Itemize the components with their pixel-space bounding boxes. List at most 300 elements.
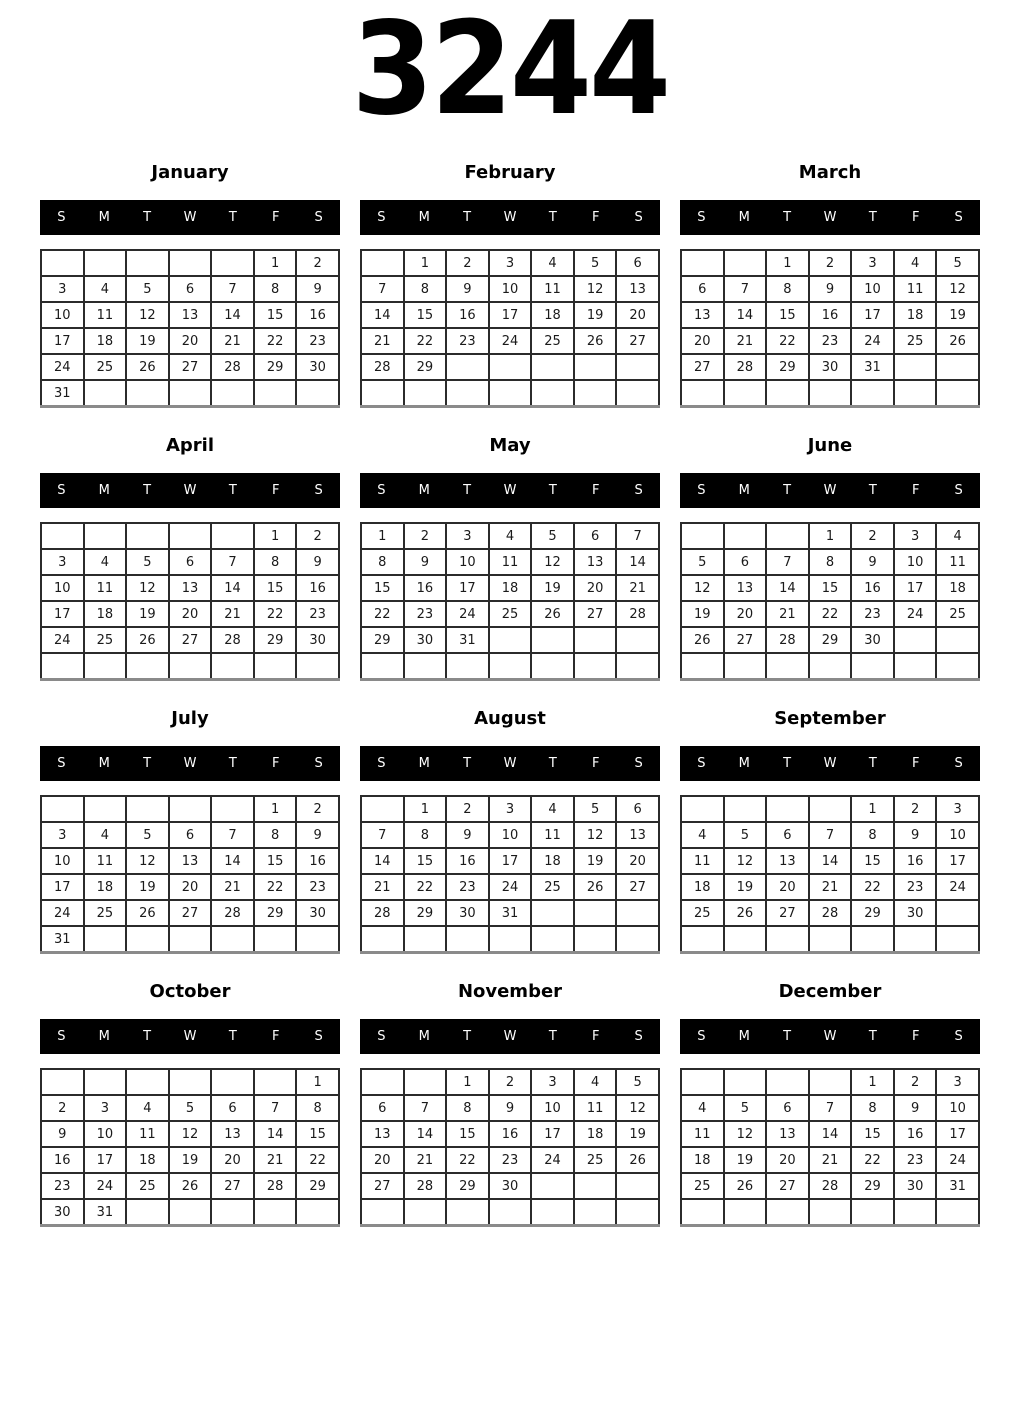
- calendar-week-row: [361, 1147, 659, 1173]
- day-cell: 28: [211, 627, 254, 653]
- weekday-label: S: [634, 1029, 643, 1044]
- day-cell: [489, 926, 532, 953]
- calendar-week-row: [41, 276, 339, 302]
- day-cell: 14: [724, 302, 767, 328]
- day-cell: 22: [361, 601, 404, 627]
- day-cell: 4: [489, 523, 532, 549]
- weekday-header: [40, 473, 340, 508]
- day-cell: [41, 523, 84, 549]
- day-cell: 28: [616, 601, 659, 627]
- day-cell: 29: [446, 1173, 489, 1199]
- day-cell: 8: [361, 549, 404, 575]
- day-cell: 24: [936, 874, 979, 900]
- day-cell: 28: [724, 354, 767, 380]
- day-cell: 16: [446, 848, 489, 874]
- day-cell: 14: [404, 1121, 447, 1147]
- month-title: November: [457, 981, 563, 1002]
- day-cell: 24: [446, 601, 489, 627]
- day-cell: 4: [84, 276, 127, 302]
- day-cell: 6: [766, 822, 809, 848]
- day-cell: [211, 380, 254, 407]
- calendar-week-row: [361, 1121, 659, 1147]
- day-cell: 4: [681, 822, 724, 848]
- calendar-week-row: [361, 900, 659, 926]
- day-cell: 17: [446, 575, 489, 601]
- day-cell: 12: [574, 822, 617, 848]
- weekday-label: S: [377, 210, 386, 225]
- weekday-label: F: [271, 756, 280, 771]
- day-cell: 15: [361, 575, 404, 601]
- day-cell: 11: [681, 848, 724, 874]
- day-cell: [211, 250, 254, 276]
- day-cell: [851, 926, 894, 953]
- day-cell: 18: [681, 874, 724, 900]
- day-cell: 16: [489, 1121, 532, 1147]
- calendar-week-row: [41, 380, 339, 407]
- day-cell: 2: [41, 1095, 84, 1121]
- calendar-week-row: [361, 1095, 659, 1121]
- day-cell: [574, 900, 617, 926]
- weekday-header: [360, 1019, 660, 1054]
- day-cell: 29: [361, 627, 404, 653]
- month-title: August: [474, 708, 546, 729]
- day-cell: 31: [936, 1173, 979, 1199]
- day-cell: 23: [296, 601, 339, 627]
- calendar-grid: [360, 522, 660, 681]
- day-cell: 29: [809, 627, 852, 653]
- day-cell: 6: [681, 276, 724, 302]
- day-cell: [936, 380, 979, 407]
- day-cell: 24: [489, 874, 532, 900]
- weekday-label: S: [377, 756, 386, 771]
- day-cell: 10: [446, 549, 489, 575]
- weekday-label: F: [591, 756, 600, 771]
- day-cell: [169, 250, 212, 276]
- day-cell: 1: [254, 796, 297, 822]
- calendar-week-row: [41, 250, 339, 276]
- day-cell: 16: [894, 1121, 937, 1147]
- month-title: April: [165, 435, 215, 456]
- day-cell: 8: [766, 276, 809, 302]
- day-cell: 5: [574, 796, 617, 822]
- day-cell: 1: [296, 1069, 339, 1095]
- day-cell: 23: [296, 874, 339, 900]
- day-cell: 18: [894, 302, 937, 328]
- day-cell: 17: [41, 328, 84, 354]
- weekday-label: W: [823, 1029, 837, 1044]
- day-cell: 5: [126, 549, 169, 575]
- day-cell: [84, 1069, 127, 1095]
- day-cell: 7: [361, 822, 404, 848]
- day-cell: [894, 926, 937, 953]
- day-cell: 21: [616, 575, 659, 601]
- day-cell: 23: [296, 328, 339, 354]
- weekday-label: F: [271, 483, 280, 498]
- weekday-label: S: [954, 1029, 963, 1044]
- day-cell: [84, 926, 127, 953]
- day-cell: 4: [531, 250, 574, 276]
- day-cell: 23: [446, 874, 489, 900]
- day-cell: 25: [126, 1173, 169, 1199]
- day-cell: 12: [936, 276, 979, 302]
- day-cell: 1: [254, 523, 297, 549]
- day-cell: 22: [851, 1147, 894, 1173]
- calendar-week-row: [41, 1095, 339, 1121]
- day-cell: 27: [169, 354, 212, 380]
- calendar-week-row: [361, 575, 659, 601]
- day-cell: 18: [936, 575, 979, 601]
- day-cell: 9: [404, 549, 447, 575]
- day-cell: 9: [894, 1095, 937, 1121]
- day-cell: [84, 653, 127, 680]
- calendar-week-row: [361, 1173, 659, 1199]
- day-cell: 21: [211, 874, 254, 900]
- day-cell: 12: [126, 575, 169, 601]
- day-cell: 10: [531, 1095, 574, 1121]
- calendar-week-row: [681, 848, 979, 874]
- weekday-label: S: [57, 1029, 66, 1044]
- day-cell: [574, 1199, 617, 1226]
- day-cell: [531, 900, 574, 926]
- day-cell: 16: [296, 302, 339, 328]
- day-cell: 17: [936, 1121, 979, 1147]
- day-cell: 22: [254, 601, 297, 627]
- day-cell: 14: [809, 848, 852, 874]
- day-cell: [404, 926, 447, 953]
- day-cell: [296, 653, 339, 680]
- day-cell: 23: [851, 601, 894, 627]
- day-cell: 3: [851, 250, 894, 276]
- weekday-header: [360, 746, 660, 781]
- day-cell: [681, 250, 724, 276]
- day-cell: 25: [84, 627, 127, 653]
- calendar-week-row: [361, 1069, 659, 1095]
- day-cell: 14: [254, 1121, 297, 1147]
- day-cell: 19: [574, 302, 617, 328]
- day-cell: 9: [296, 276, 339, 302]
- day-cell: 15: [404, 302, 447, 328]
- day-cell: 5: [724, 822, 767, 848]
- day-cell: [211, 1069, 254, 1095]
- day-cell: 17: [936, 848, 979, 874]
- day-cell: 22: [446, 1147, 489, 1173]
- weekday-label: S: [57, 483, 66, 498]
- weekday-label: T: [228, 1029, 237, 1044]
- weekday-label: S: [954, 210, 963, 225]
- day-cell: 4: [84, 549, 127, 575]
- calendar-week-row: [361, 796, 659, 822]
- day-cell: 12: [531, 549, 574, 575]
- day-cell: 9: [296, 822, 339, 848]
- calendar-week-row: [41, 1121, 339, 1147]
- day-cell: 5: [724, 1095, 767, 1121]
- day-cell: [616, 926, 659, 953]
- day-cell: [936, 354, 979, 380]
- calendar-week-row: [41, 627, 339, 653]
- weekday-label: M: [418, 483, 430, 498]
- calendar-week-row: [681, 1173, 979, 1199]
- day-cell: 30: [296, 627, 339, 653]
- day-cell: 10: [489, 276, 532, 302]
- day-cell: 16: [404, 575, 447, 601]
- weekday-label: F: [591, 1029, 600, 1044]
- day-cell: 10: [894, 549, 937, 575]
- day-cell: 26: [681, 627, 724, 653]
- day-cell: 14: [211, 575, 254, 601]
- weekday-label: S: [57, 756, 66, 771]
- day-cell: [361, 380, 404, 407]
- calendar-week-row: [41, 328, 339, 354]
- weekday-label: T: [463, 756, 472, 771]
- day-cell: 7: [211, 549, 254, 575]
- day-cell: 13: [169, 575, 212, 601]
- month-title: September: [774, 708, 886, 729]
- weekday-label: W: [183, 1029, 197, 1044]
- day-cell: 30: [446, 900, 489, 926]
- day-cell: 21: [361, 328, 404, 354]
- day-cell: 30: [851, 627, 894, 653]
- day-cell: 6: [766, 1095, 809, 1121]
- calendar-week-row: [681, 302, 979, 328]
- day-cell: 5: [936, 250, 979, 276]
- weekday-label: F: [911, 1029, 920, 1044]
- weekday-label: T: [783, 1029, 792, 1044]
- month-block: [40, 706, 340, 954]
- day-cell: 16: [41, 1147, 84, 1173]
- day-cell: [211, 1199, 254, 1226]
- day-cell: 13: [681, 302, 724, 328]
- weekday-label: M: [738, 483, 750, 498]
- day-cell: [41, 250, 84, 276]
- calendar-week-row: [681, 575, 979, 601]
- day-cell: 23: [489, 1147, 532, 1173]
- calendar-week-row: [41, 354, 339, 380]
- calendar-week-row: [681, 328, 979, 354]
- day-cell: 25: [936, 601, 979, 627]
- day-cell: 26: [531, 601, 574, 627]
- day-cell: 18: [84, 601, 127, 627]
- day-cell: 10: [84, 1121, 127, 1147]
- day-cell: 11: [84, 302, 127, 328]
- day-cell: 31: [41, 926, 84, 953]
- day-cell: [851, 1199, 894, 1226]
- day-cell: 23: [894, 874, 937, 900]
- day-cell: 26: [574, 874, 617, 900]
- day-cell: [574, 653, 617, 680]
- day-cell: [126, 926, 169, 953]
- day-cell: [211, 523, 254, 549]
- weekday-label: T: [548, 210, 557, 225]
- day-cell: 16: [809, 302, 852, 328]
- day-cell: [254, 1199, 297, 1226]
- calendar-week-row: [681, 549, 979, 575]
- day-cell: 13: [211, 1121, 254, 1147]
- day-cell: 16: [296, 848, 339, 874]
- day-cell: [766, 653, 809, 680]
- day-cell: [254, 1069, 297, 1095]
- day-cell: 10: [936, 822, 979, 848]
- day-cell: 29: [254, 900, 297, 926]
- day-cell: 28: [361, 900, 404, 926]
- weekday-label: W: [183, 210, 197, 225]
- day-cell: [446, 653, 489, 680]
- month-block: [40, 979, 340, 1227]
- day-cell: 25: [531, 328, 574, 354]
- calendar-week-row: [361, 627, 659, 653]
- month-title: March: [798, 162, 862, 183]
- day-cell: 9: [894, 822, 937, 848]
- day-cell: 20: [574, 575, 617, 601]
- day-cell: 5: [169, 1095, 212, 1121]
- calendar-grid: [360, 795, 660, 954]
- day-cell: 13: [361, 1121, 404, 1147]
- weekday-header: [680, 473, 980, 508]
- day-cell: 7: [211, 822, 254, 848]
- day-cell: 6: [211, 1095, 254, 1121]
- day-cell: [126, 1069, 169, 1095]
- day-cell: 1: [851, 1069, 894, 1095]
- day-cell: 19: [531, 575, 574, 601]
- day-cell: [531, 627, 574, 653]
- day-cell: 19: [616, 1121, 659, 1147]
- day-cell: [169, 926, 212, 953]
- day-cell: 6: [169, 822, 212, 848]
- day-cell: 5: [126, 822, 169, 848]
- day-cell: [936, 653, 979, 680]
- day-cell: 18: [489, 575, 532, 601]
- day-cell: 10: [851, 276, 894, 302]
- day-cell: [169, 523, 212, 549]
- calendar-week-row: [41, 575, 339, 601]
- day-cell: 23: [446, 328, 489, 354]
- calendar-week-row: [681, 1095, 979, 1121]
- day-cell: 5: [681, 549, 724, 575]
- day-cell: 15: [851, 1121, 894, 1147]
- weekday-label: M: [418, 1029, 430, 1044]
- day-cell: 26: [724, 1173, 767, 1199]
- weekday-label: M: [98, 210, 110, 225]
- day-cell: 1: [361, 523, 404, 549]
- day-cell: 27: [724, 627, 767, 653]
- day-cell: 26: [126, 354, 169, 380]
- day-cell: 4: [936, 523, 979, 549]
- day-cell: [809, 1069, 852, 1095]
- day-cell: [681, 653, 724, 680]
- day-cell: 24: [41, 354, 84, 380]
- day-cell: 1: [446, 1069, 489, 1095]
- calendar-week-row: [41, 601, 339, 627]
- weekday-label: W: [503, 1029, 517, 1044]
- day-cell: 30: [894, 1173, 937, 1199]
- day-cell: 30: [894, 900, 937, 926]
- day-cell: 3: [41, 822, 84, 848]
- calendar-week-row: [361, 926, 659, 953]
- weekday-label: T: [463, 210, 472, 225]
- day-cell: [724, 1069, 767, 1095]
- day-cell: [404, 653, 447, 680]
- month-block: [360, 433, 660, 681]
- day-cell: 20: [766, 1147, 809, 1173]
- day-cell: 2: [809, 250, 852, 276]
- day-cell: 13: [724, 575, 767, 601]
- day-cell: [809, 1199, 852, 1226]
- day-cell: 1: [851, 796, 894, 822]
- weekday-label: T: [783, 756, 792, 771]
- day-cell: 12: [126, 848, 169, 874]
- day-cell: [681, 1069, 724, 1095]
- day-cell: 17: [489, 848, 532, 874]
- day-cell: 23: [894, 1147, 937, 1173]
- day-cell: 22: [851, 874, 894, 900]
- month-title: December: [778, 981, 882, 1002]
- day-cell: 23: [404, 601, 447, 627]
- day-cell: [531, 1173, 574, 1199]
- day-cell: [809, 380, 852, 407]
- day-cell: [724, 1199, 767, 1226]
- weekday-label: T: [783, 210, 792, 225]
- weekday-label: T: [868, 210, 877, 225]
- day-cell: 19: [126, 601, 169, 627]
- day-cell: 4: [126, 1095, 169, 1121]
- day-cell: 26: [936, 328, 979, 354]
- day-cell: 16: [446, 302, 489, 328]
- day-cell: 30: [296, 354, 339, 380]
- day-cell: 1: [809, 523, 852, 549]
- day-cell: 9: [296, 549, 339, 575]
- day-cell: 11: [574, 1095, 617, 1121]
- day-cell: 25: [84, 354, 127, 380]
- day-cell: 24: [531, 1147, 574, 1173]
- calendar-week-row: [361, 822, 659, 848]
- weekday-header: [360, 473, 660, 508]
- day-cell: 15: [766, 302, 809, 328]
- day-cell: 13: [169, 302, 212, 328]
- weekday-header: [40, 746, 340, 781]
- weekday-header: [680, 746, 980, 781]
- day-cell: 21: [211, 328, 254, 354]
- day-cell: 23: [41, 1173, 84, 1199]
- day-cell: 27: [361, 1173, 404, 1199]
- day-cell: [296, 380, 339, 407]
- weekday-header: [40, 200, 340, 235]
- day-cell: 29: [851, 900, 894, 926]
- day-cell: 30: [489, 1173, 532, 1199]
- calendar-week-row: [681, 822, 979, 848]
- day-cell: 5: [126, 276, 169, 302]
- weekday-label: T: [783, 483, 792, 498]
- day-cell: 31: [489, 900, 532, 926]
- day-cell: 1: [404, 796, 447, 822]
- calendar-week-row: [361, 848, 659, 874]
- weekday-label: S: [954, 483, 963, 498]
- day-cell: [296, 926, 339, 953]
- day-cell: 15: [254, 575, 297, 601]
- day-cell: [446, 926, 489, 953]
- weekday-label: F: [271, 1029, 280, 1044]
- day-cell: [489, 380, 532, 407]
- weekday-label: F: [911, 483, 920, 498]
- day-cell: 9: [446, 276, 489, 302]
- day-cell: [126, 250, 169, 276]
- day-cell: [616, 1199, 659, 1226]
- day-cell: 12: [169, 1121, 212, 1147]
- day-cell: 28: [361, 354, 404, 380]
- day-cell: [574, 926, 617, 953]
- day-cell: 13: [169, 848, 212, 874]
- day-cell: 7: [211, 276, 254, 302]
- day-cell: [894, 653, 937, 680]
- day-cell: 14: [616, 549, 659, 575]
